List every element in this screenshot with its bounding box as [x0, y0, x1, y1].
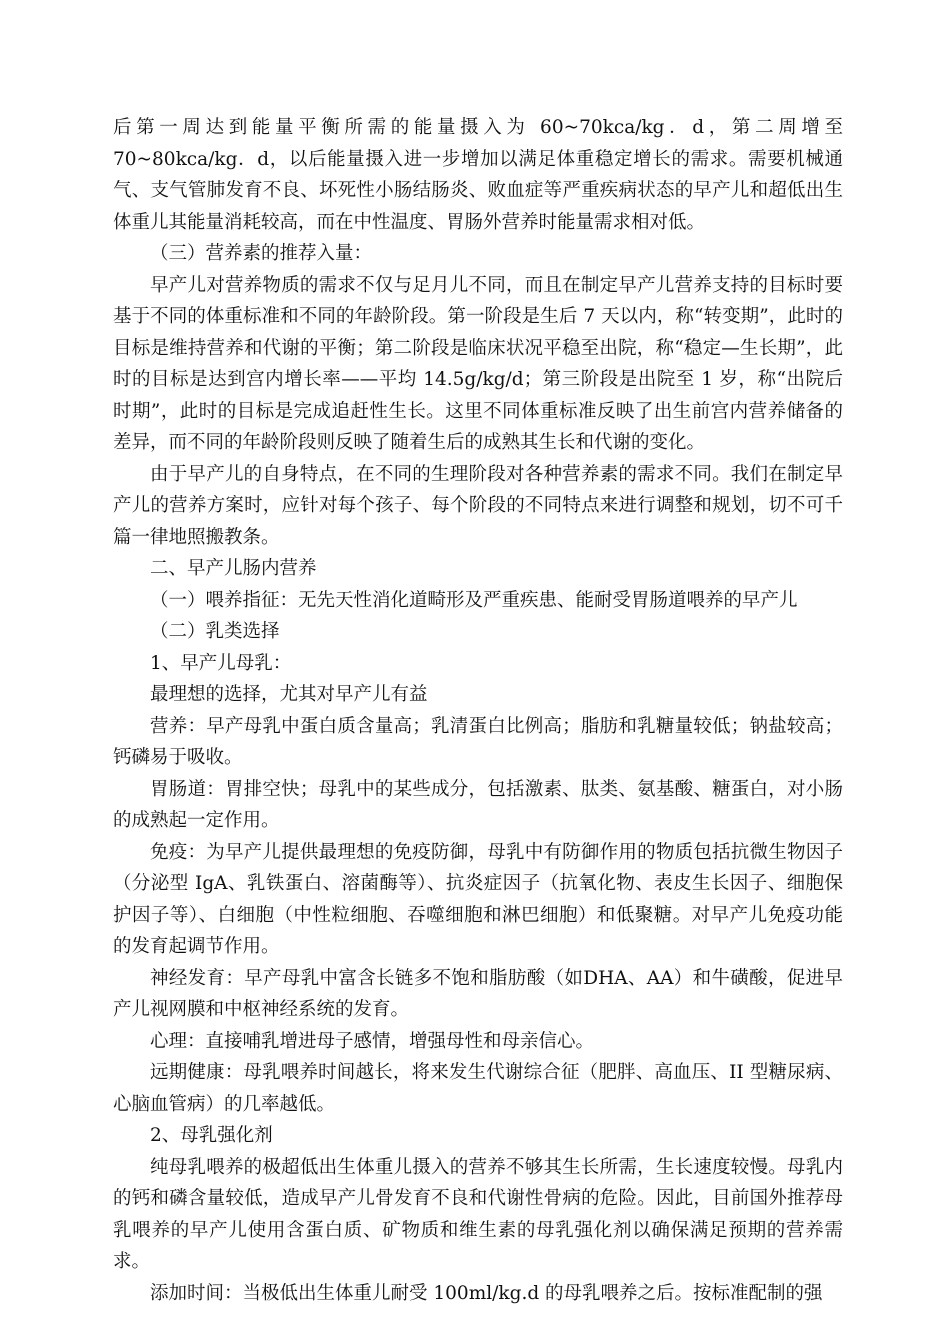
paragraph-ideal-choice: 最理想的选择，尤其对早产儿有益 — [150, 684, 428, 705]
paragraph-nutrition: 营养：早产母乳中蛋白质含量高；乳清蛋白比例高；脂肪和乳糖量较低；钠盐较高；钙磷易于吸收。 — [113, 715, 843, 768]
paragraph-energy-intake: 后第一周达到能量平衡所需的能量摄入为 60~70kca/kg．d，第二周增至 70~80kca/kg．d，以后能量摄入进一步增加以满足体重稳定增长的需求。需要机械通气、支气管肺发育不良、坏死性小肠结肠炎、败血症等严重疾病状态的早产儿和超低出生体重儿其能量消耗较高，而在中性温度、胃肠外营养时能量需求相对低。 — [113, 117, 843, 233]
paragraph-gastrointestinal: 胃肠道：胃排空快；母乳中的某些成分，包括激素、肽类、氨基酸、糖蛋白，对小肠的成熟起一定作用。 — [113, 778, 843, 831]
section-heading-enteral-nutrition: 二、早产儿肠内营养 — [150, 558, 317, 579]
section-heading-fortifier: 2、母乳强化剂 — [150, 1125, 273, 1146]
document-page — [113, 112, 843, 1309]
section-heading-milk-choice: （二）乳类选择 — [150, 621, 280, 642]
paragraph-neurodevelopment: 神经发育：早产母乳中富含长链多不饱和脂肪酸（如DHA、AA）和牛磺酸，促进早产儿视网膜和中枢神经系统的发育。 — [113, 967, 843, 1020]
section-heading-preterm-breast-milk: 1、早产儿母乳： — [150, 652, 292, 674]
paragraph-individual-plan: 由于早产儿的自身特点，在不同的生理阶段对各种营养素的需求不同。我们在制定早产儿的营养方案时，应针对每个孩子、每个阶段的不同特点来进行调整和规划，切不可千篇一律地照搬教条。 — [113, 463, 843, 548]
paragraph-feeding-indication: （一）喂养指征：无先天性消化道畸形及严重疾患、能耐受胃肠道喂养的早产儿 — [150, 589, 798, 611]
paragraph-add-time: 添加时间：当极低出生体重儿耐受 100ml/kg.d 的母乳喂养之后。按标准配制的强 — [150, 1282, 823, 1304]
paragraph-fortifier-need: 纯母乳喂养的极超低出生体重儿摄入的营养不够其生长所需，生长速度较慢。母乳内的钙和磷含量较低，造成早产儿骨发育不良和代谢性骨病的危险。因此，目前国外推荐母乳喂养的早产儿使用含蛋白质、矿物质和维生素的母乳强化剂以确保满足预期的营养需求。 — [113, 1156, 843, 1272]
paragraph-long-term-health: 远期健康：母乳喂养时间越长，将来发生代谢综合征（肥胖、高血压、II 型糖尿病、心脑血管病）的几率越低。 — [113, 1062, 843, 1115]
paragraph-immunity: 免疫：为早产儿提供最理想的免疫防御，母乳中有防御作用的物质包括抗微生物因子（分泌型 IgA、乳铁蛋白、溶菌酶等）、抗炎症因子（抗氧化物、表皮生长因子、细胞保护因子等）、白细胞（中性粒细胞、吞噬细胞和淋巴细胞）和低聚糖。对早产儿免疫功能的发育起调节作用。 — [113, 841, 843, 957]
paragraph-psychology: 心理：直接哺乳增进母子感情，增强母性和母亲信心。 — [150, 1030, 595, 1052]
paragraph-nutrient-stages: 早产儿对营养物质的需求不仅与足月儿不同，而且在制定早产儿营养支持的目标时要基于不同的体重标准和不同的年龄阶段。第一阶段是生后 7 天以内，称“转变期”，此时的目标是维持营养和代谢的平衡；第二阶段是临床状况平稳至出院，称“稳定—生长期”，此时的目标是达到宫内增长率——平均 14.5g/kg/d；第三阶段是出院至 1 岁，称“出院后时期”，此时的目标是完成追赶性生长。这里不同体重标准反映了出生前宫内营养储备的差异，而不同的年龄阶段则反映了随着生后的成熟其生长和代谢的变化。 — [113, 274, 843, 453]
section-heading-nutrient-intake: （三）营养素的推荐入量： — [150, 243, 373, 264]
